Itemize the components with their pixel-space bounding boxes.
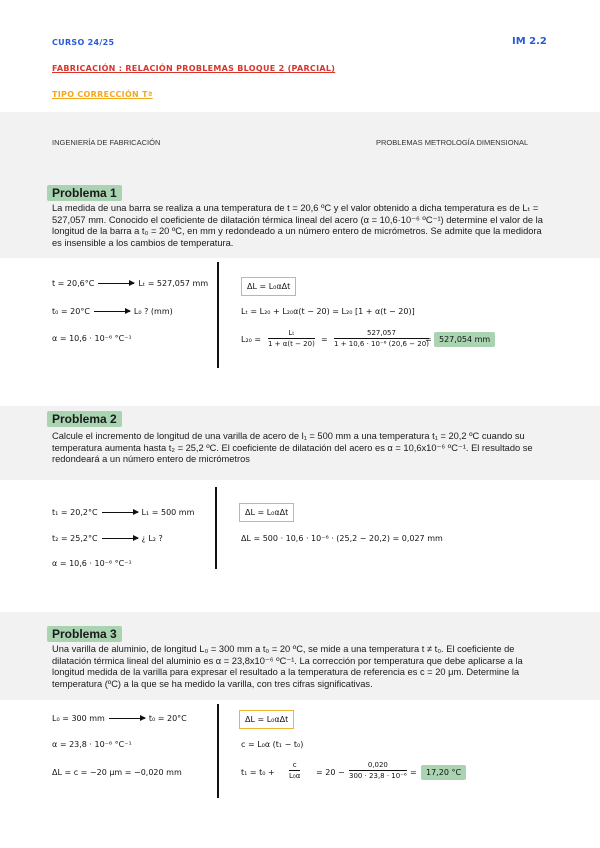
p3-fraction-numeric — [349, 761, 407, 780]
p2-formula-box: ΔL = L₀αΔt — [239, 503, 294, 522]
p1-equals-1: = — [321, 335, 328, 344]
course-code: IM 2.2 — [512, 36, 547, 47]
doc-header-subject: INGENIERÍA DE FABRICACIÓN — [52, 138, 161, 147]
p3-fraction-symbolic-num: c — [289, 761, 300, 771]
p1-answer: 527,054 mm — [434, 332, 495, 347]
p1-given-alpha: α = 10,6 · 10⁻⁶ °C⁻¹ — [52, 334, 132, 343]
p2-divider — [215, 487, 217, 569]
p1-equals-2: = — [425, 335, 432, 344]
p3-answer: 17,20 °C — [421, 765, 466, 780]
p1-formula-box: ΔL = L₀αΔt — [241, 277, 296, 296]
p3-given-correction: ΔL = c = −20 μm = −0,020 mm — [52, 768, 182, 777]
problem-2-title: Problema 2 — [47, 411, 122, 427]
p3-given-l0: L₀ = 300 mm t₀ = 20°C — [52, 714, 187, 723]
p1-fraction-numeric — [334, 329, 429, 348]
p2-given-t1: t₁ = 20,2°C L₁ = 500 mm — [52, 508, 195, 517]
p1-given-t: t = 20,6°C Lₜ = 527,057 mm — [52, 279, 209, 288]
p1-fraction-symbolic — [268, 329, 315, 348]
p3-given-alpha: α = 23,8 · 10⁻⁶ °C⁻¹ — [52, 740, 132, 749]
p3-equals-2: = — [410, 768, 417, 777]
p1-fraction-numeric-den: 1 + 10,6 · 10⁻⁶ (20,6 − 20) — [334, 340, 429, 348]
p3-fraction-symbolic — [289, 761, 300, 780]
problem-3-statement: Una varilla de aluminio, de longitud L₀ = 300 mm a t₀ = 20 ºC, se mide a una temperatura t ≠ t₀. El coeficiente de dilatación térmica lineal del aluminio es α = 23,8x10⁻⁶ ºC⁻¹. La corrección por temperatura que debe aplicarse a la longitud medida de la varilla para expresar el resultado a la temperatura de referencia es c = 20 μm. Determine la temperatura (ºC) a la que se ha medido la varilla, con tres cifras significativas. — [52, 644, 523, 689]
problem-2-statement: Calcule el incremento de longitud de una varilla de acero de l₁ = 500 mm a una temperatura t₁ = 20,2 ºC cuando su temperatura aumenta hasta t₂ = 25,2 ºC. El coeficiente de dilatación del acero es α = 10,6x10⁻⁶ ºC⁻¹. El resultado se redondeará a un número entero de micrómetros — [52, 431, 533, 465]
notes-header — [0, 0, 600, 112]
p1-fraction-symbolic-den: 1 + α(t − 20) — [268, 340, 315, 348]
notes-title: FABRICACIÓN : RELACIÓN PROBLEMAS BLOQUE 2 (PARCIAL) — [52, 64, 336, 73]
problem-3-title: Problema 3 — [47, 626, 122, 642]
band-problem-2-solution — [0, 480, 600, 612]
p1-fraction-symbolic-num: Lₜ — [268, 329, 315, 339]
p3-result-lhs: t₁ = t₀ + — [241, 768, 275, 777]
p3-fraction-symbolic-den: L₀α — [289, 772, 301, 780]
p1-fraction-numeric-num: 527,057 — [334, 329, 429, 339]
p3-formula-box: ΔL = L₀αΔt — [239, 710, 294, 729]
p1-divider — [217, 262, 219, 368]
p3-divider — [217, 704, 219, 798]
p1-derivation: Lₜ = L₂₀ + L₂₀α(t − 20) = L₂₀ [1 + α(t − 20)] — [241, 307, 415, 316]
correction-type: TIPO CORRECCIÓN Tª — [52, 90, 153, 99]
problem-1-statement: La medida de una barra se realiza a una temperatura de t = 20,6 ºC y el valor obtenido a dicha temperatura es de Lₜ = 527,057 mm. Conocido el coeficiente de dilatación térmica lineal del acero (α = 10,6·10⁻⁶ ºC⁻¹) determine el valor de la longitud de la barra a t₀ = 20 ºC, en mm y redondeado a un número entero de micrómetros. Se admite que la medidora es insensible a los cambios de temperatura. — [52, 203, 543, 248]
p3-fraction-numeric-den: 300 · 23,8 · 10⁻⁶ — [349, 772, 407, 780]
p2-given-alpha: α = 10,6 · 10⁻⁶ °C⁻¹ — [52, 559, 132, 568]
p1-result-lhs: L₂₀ = — [241, 335, 262, 344]
course-label: CURSO 24/25 — [52, 38, 115, 47]
p2-given-t2: t₂ = 25,2°C ¿ L₂ ? — [52, 534, 163, 543]
p3-correction-formula: c = L₀α (t₁ − t₀) — [241, 740, 304, 749]
p2-result: ΔL = 500 · 10,6 · 10⁻⁶ · (25,2 − 20,2) = 0,027 mm — [241, 534, 443, 543]
doc-header-topic: PROBLEMAS METROLOGÍA DIMENSIONAL — [376, 138, 529, 147]
problem-1-title: Problema 1 — [47, 185, 122, 201]
p3-fraction-numeric-num: 0,020 — [349, 761, 407, 771]
p3-equals-1: = 20 − — [316, 768, 345, 777]
p1-given-t0: t₀ = 20°C L₀ ? (mm) — [52, 307, 173, 316]
